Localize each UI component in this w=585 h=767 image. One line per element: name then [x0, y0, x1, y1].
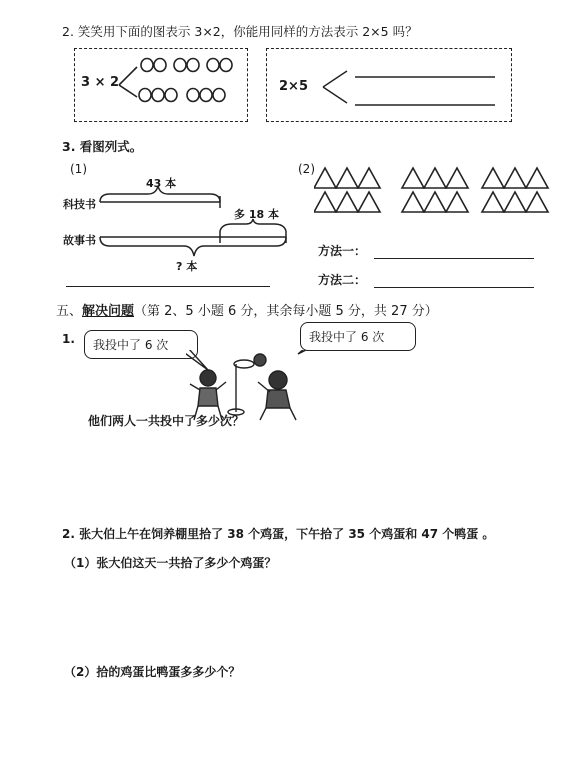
triangle-icon: [504, 192, 526, 212]
triangle-icon: [446, 192, 468, 212]
triangle-icon: [336, 192, 358, 212]
q3-method2: 方法二：: [318, 273, 367, 287]
s5-q1-bubble-left: 我投中了 6 次: [84, 330, 198, 359]
section5-suffix: （第 2、5 小题 6 分，其余每小题 5 分，共 27 分）: [134, 304, 438, 319]
s5-q2-text: 2. 张大伯上午在饲养棚里拾了 38 个鸡蛋，下午拾了 35 个鸡蛋和 47 个鸭蛋 。: [62, 527, 495, 541]
q3-bottom-label: ? 本: [176, 260, 198, 273]
q3-method1-line[interactable]: [374, 258, 534, 259]
section5-main: 解决问题: [82, 304, 135, 319]
q3-title: 3. 看图列式。: [62, 139, 143, 154]
q3-more-label: 多 18 本: [234, 208, 279, 221]
triangle-icon: [402, 192, 424, 212]
s5-q2-sub2: （2）拾的鸡蛋比鸭蛋多多少个？: [64, 665, 241, 679]
q3-triangles: [314, 166, 564, 216]
triangle-icon: [424, 168, 446, 188]
q3-row1-label: 科技书: [63, 198, 96, 211]
q2-right-expr: 2×5: [279, 79, 308, 94]
triangle-icon: [446, 168, 468, 188]
triangle-icon: [358, 192, 380, 212]
q2-left-expr: 3 × 2: [81, 75, 120, 90]
section5-title: [56, 300, 438, 319]
q2-right-box: [266, 48, 512, 122]
triangle-icon: [314, 192, 336, 212]
s5-q1-question: 他们两人一共投中了多少次？: [88, 414, 245, 428]
triangle-icon: [424, 192, 446, 212]
triangle-icon: [526, 168, 548, 188]
s5-q1-bubble-right: 我投中了 6 次: [300, 322, 416, 351]
q2-left-diagram: [75, 49, 247, 121]
s5-q2-sub1: （1）张大伯这天一共拾了多少个鸡蛋？: [64, 556, 277, 570]
q3-bar-diagram: [60, 180, 300, 280]
s5-q1-num: 1.: [62, 332, 75, 346]
q3-row2-label: 故事书: [63, 234, 96, 247]
triangle-icon: [358, 168, 380, 188]
triangle-icon: [526, 192, 548, 212]
triangle-icon: [482, 192, 504, 212]
triangle-icon: [482, 168, 504, 188]
q3-part1-answer-line[interactable]: [66, 286, 270, 287]
q3-method1: 方法一：: [318, 244, 367, 258]
q2-left-box: [74, 48, 248, 122]
q2-text: 2. 笑笑用下面的图表示 3×2，你能用同样的方法表示 2×5 吗？: [62, 24, 418, 39]
q2-right-diagram: [267, 49, 511, 121]
q3-part2-num: (2): [298, 162, 315, 176]
triangle-icon: [402, 168, 424, 188]
q3-part1-num: (1): [70, 162, 87, 176]
section5-prefix: 五、: [56, 304, 83, 319]
q3-top-label: 43 本: [146, 177, 177, 190]
triangle-icon: [336, 168, 358, 188]
q3-method2-line[interactable]: [374, 287, 534, 288]
triangle-icon: [314, 168, 336, 188]
triangle-icon: [504, 168, 526, 188]
